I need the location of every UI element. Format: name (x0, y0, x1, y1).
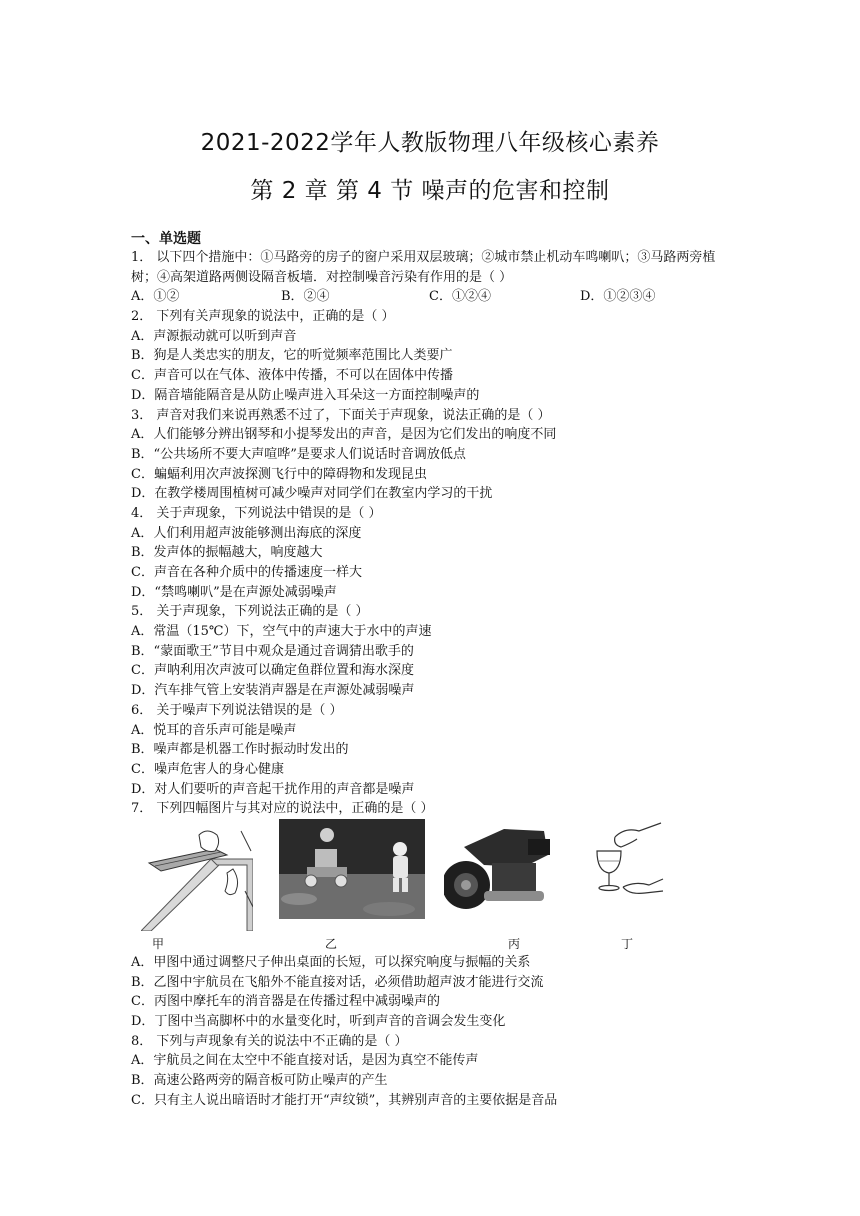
option-b: B．②④ (281, 289, 330, 305)
question-2-option-a: A．声源振动就可以听到声音 (131, 328, 297, 344)
question-7-option-b: B．乙图中宇航员在飞船外不能直接对话，必须借助超声波才能进行交流 (131, 974, 544, 990)
question-7-figures (131, 819, 735, 935)
question-8-stem: 8． 下列与声现象有关的说法中不正确的是（ ） (131, 1033, 408, 1049)
question-6-option-b: B．噪声都是机器工作时振动时发出的 (131, 742, 349, 758)
question-2-option-c: C．声音可以在气体、液体中传播，不可以在固体中传播 (131, 368, 453, 384)
question-3-option-a: A．人们能够分辨出钢琴和小提琴发出的声音，是因为它们发出的响度不同 (131, 427, 557, 443)
figure-caption-bing: 丙 (508, 936, 521, 951)
question-1-stem: 1． 以下四个措施中：①马路旁的房子的窗户采用双层玻璃；②城市禁止机动车鸣喇叭；③马路两旁植树；④高架道路两侧设隔音板墙．对控制噪音污染有作用的是（ ） (131, 250, 716, 285)
chapter-subtitle: 第 2 章 第 4 节 噪声的危害和控制 (250, 178, 610, 204)
option-d: D．①②③④ (580, 289, 656, 305)
question-6-stem: 6． 关于噪声下列说法错误的是（ ） (131, 702, 343, 718)
question-2-option-b: B．狗是人类忠实的朋友，它的听觉频率范围比人类要广 (131, 348, 453, 364)
option-c: C．①②④ (429, 289, 491, 305)
question-7-option-d: D．丁图中当高脚杯中的水量变化时，听到声音的音调会发生变化 (131, 1014, 506, 1030)
question-4-option-d: D．“禁鸣喇叭”是在声源处减弱噪声 (131, 584, 337, 600)
question-3-option-b: B．“公共场所不要大声喧哗”是要求人们说话时音调放低点 (131, 446, 466, 462)
question-4-option-b: B．发声体的振幅越大，响度越大 (131, 545, 323, 561)
question-2-stem: 2． 下列有关声现象的说法中，正确的是（ ） (131, 309, 395, 325)
question-3-option-c: C．蝙蝠利用次声波探测飞行中的障碍物和发现昆虫 (131, 466, 427, 482)
wine-glass-figure (575, 819, 665, 899)
question-1-options (131, 287, 735, 307)
question-6-option-c: C．噪声危害人的身心健康 (131, 761, 284, 777)
question-5-option-a: A．常温（15℃）下，空气中的声速大于水中的声速 (131, 624, 432, 640)
question-2-option-d: D．隔音墙能隔音是从防止噪声进入耳朵这一方面控制噪声的 (131, 387, 480, 403)
figure-caption-jia: 甲 (152, 936, 165, 951)
question-8-option-b: B．高速公路两旁的隔音板可防止噪声的产生 (131, 1073, 388, 1089)
question-4-option-c: C．声音在各种介质中的传播速度一样大 (131, 565, 362, 581)
question-7-stem: 7． 下列四幅图片与其对应的说法中，正确的是（ ） (131, 801, 434, 817)
question-3-option-d: D．在教学楼周围植树可减少噪声对同学们在教室内学习的干扰 (131, 486, 493, 502)
figure-caption-yi: 乙 (325, 936, 338, 951)
question-4-option-a: A．人们利用超声波能够测出海底的深度 (131, 525, 362, 541)
document-title: 2021-2022学年人教版物理八年级核心素养 (200, 130, 660, 156)
question-3-stem: 3． 声音对我们来说再熟悉不过了，下面关于声现象，说法正确的是（ ） (131, 407, 551, 423)
question-5-stem: 5． 关于声现象，下列说法正确的是（ ） (131, 604, 369, 620)
question-4-stem: 4． 关于声现象，下列说法中错误的是（ ） (131, 505, 382, 521)
question-7-option-a: A．甲图中通过调整尺子伸出桌面的长短，可以探究响度与振幅的关系 (131, 954, 531, 970)
question-5-option-c: C．声呐利用次声波可以确定鱼群位置和海水深度 (131, 663, 414, 679)
motorcycle-figure (444, 819, 550, 919)
question-5-option-b: B．“蒙面歌王”节目中观众是通过音调猜出歌手的 (131, 643, 414, 659)
question-6-option-a: A．悦耳的音乐声可能是噪声 (131, 722, 297, 738)
question-list (131, 248, 735, 1110)
question-5-option-d: D．汽车排气管上安装消声器是在声源处减弱噪声 (131, 683, 415, 699)
option-a: A．①② (131, 289, 180, 305)
question-8-option-a: A．宇航员之间在太空中不能直接对话，是因为真空不能传声 (131, 1053, 479, 1069)
question-6-option-d: D．对人们要听的声音起干扰作用的声音都是噪声 (131, 781, 415, 797)
question-7-figure-captions (131, 935, 735, 953)
question-7-option-c: C．丙图中摩托车的消音器是在传播过程中减弱噪声的 (131, 994, 440, 1010)
astronauts-on-moon-figure (279, 819, 425, 919)
figure-caption-ding: 丁 (621, 936, 634, 951)
ruler-on-desk-figure (141, 821, 253, 931)
question-8-option-c: C．只有主人说出暗语时才能打开“声纹锁”，其辨别声音的主要依据是音品 (131, 1092, 558, 1108)
section-heading: 一、单选题 (131, 231, 201, 247)
